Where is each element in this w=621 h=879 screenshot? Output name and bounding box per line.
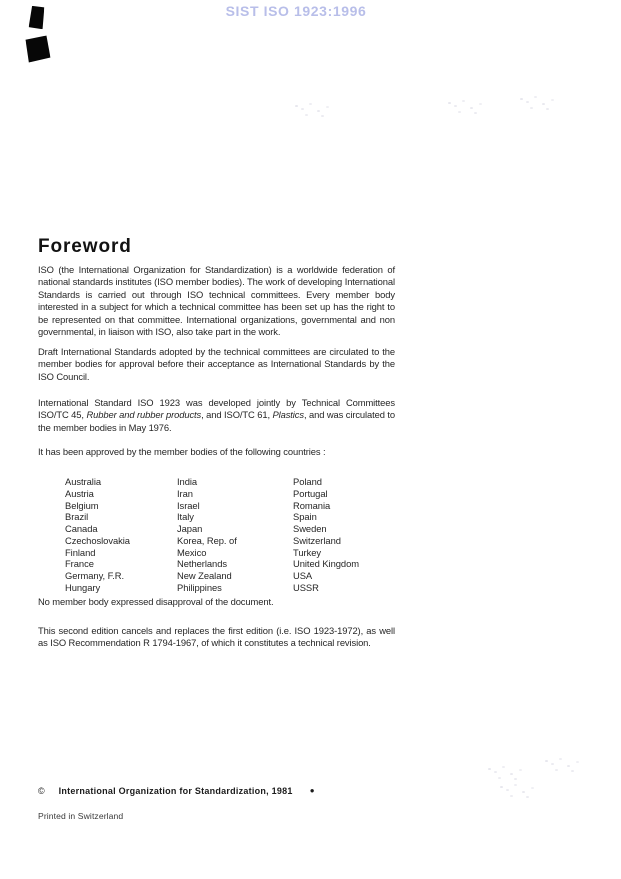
country-item: Czechoslovakia	[65, 534, 130, 546]
country-item: Switzerland	[293, 534, 341, 546]
development-text-1: International Standard ISO 1923 was developed jointly by Technical Committees ISO/TC 45,	[38, 397, 395, 421]
country-item: Germany, F.R.	[65, 570, 125, 581]
country-item: Finland	[65, 546, 96, 558]
country-item: New Zealand	[177, 570, 232, 581]
paragraph-draft-standards: Draft International Standards adopted by the technical committees are circulated to the member bodies for approval before their acceptance as International Standards by the ISO Council.	[38, 346, 395, 382]
bullet-dot-icon: ●	[309, 786, 315, 795]
country-item: Portugal	[293, 487, 328, 499]
country-item: Poland	[293, 476, 322, 487]
country-item: India	[177, 476, 198, 487]
country-item: Korea, Rep. of	[177, 534, 237, 546]
country-item: Romania	[293, 499, 331, 511]
country-item: Brazil	[65, 511, 89, 523]
country-item: Belgium	[65, 499, 99, 511]
committee-title-plastics: Plastics	[272, 409, 304, 421]
copyright-notice	[38, 786, 315, 796]
standard-reference-header: SIST ISO 1923:1996	[225, 3, 367, 19]
approved-countries-intro: It has been approved by the member bodies of the following countries :	[38, 446, 326, 457]
country-column-2	[177, 476, 287, 594]
approving-countries-list	[0, 476, 621, 596]
copyright-symbol-icon: ©	[38, 786, 45, 796]
scan-noise-speckle	[295, 105, 298, 107]
country-item: Australia	[65, 476, 102, 487]
foreword-heading: Foreword	[38, 236, 132, 257]
country-item: USA	[293, 570, 313, 581]
committee-title-rubber: Rubber and rubber products	[86, 409, 202, 421]
paragraph-no-disapproval: No member body expressed disapproval of the document.	[38, 596, 274, 607]
scan-noise-speckle	[545, 760, 548, 762]
copyright-text: International Organization for Standardization, 1981	[58, 786, 293, 796]
country-item: Sweden	[293, 523, 327, 534]
country-item: Austria	[65, 487, 94, 499]
scan-artifact-mark-2	[25, 35, 50, 62]
scan-noise-speckle	[500, 786, 503, 788]
country-item: United Kingdom	[293, 558, 360, 570]
country-column-3	[293, 476, 403, 594]
scan-noise-speckle	[448, 102, 451, 104]
country-item: Iran	[177, 487, 193, 499]
development-text-2: , and ISO/TC 61,	[201, 409, 273, 421]
paragraph-iso-federation: ISO (the International Organization for Standardization) is a worldwide federation of national standards institutes (ISO member bodies). The work of developing International Standards is carried out through ISO technical committees. Every member body interested in a subject for which a technical committee has been set up has the right to be represented on that committee. International organizations, governmental and non governmental, in liaison with ISO, also take part in the work.	[38, 264, 395, 338]
country-item: Italy	[177, 511, 194, 523]
scan-noise-speckle	[520, 98, 523, 100]
country-item: Hungary	[65, 581, 101, 593]
country-item: Philippines	[177, 581, 222, 593]
country-item: USSR	[293, 581, 319, 593]
country-item: Israel	[177, 499, 200, 511]
country-item: Netherlands	[177, 558, 228, 570]
paragraph-development-history	[38, 397, 395, 434]
development-text-3: , and was circulated to the member bodies in May 1976.	[38, 409, 396, 433]
country-item: Spain	[293, 511, 317, 523]
country-item: Mexico	[177, 546, 207, 558]
country-item: Canada	[65, 523, 98, 534]
country-item: France	[65, 558, 94, 570]
country-item: Japan	[177, 523, 203, 534]
country-item: Turkey	[293, 546, 322, 558]
scan-noise-speckle	[488, 768, 491, 770]
country-column-1	[65, 476, 175, 594]
paragraph-second-edition: This second edition cancels and replaces the first edition (i.e. ISO 1923-1972), as well as ISO Recommendation R 1794-1967, of which it constitutes a technical revision.	[38, 625, 395, 649]
printed-in-line: Printed in Switzerland	[38, 811, 124, 821]
